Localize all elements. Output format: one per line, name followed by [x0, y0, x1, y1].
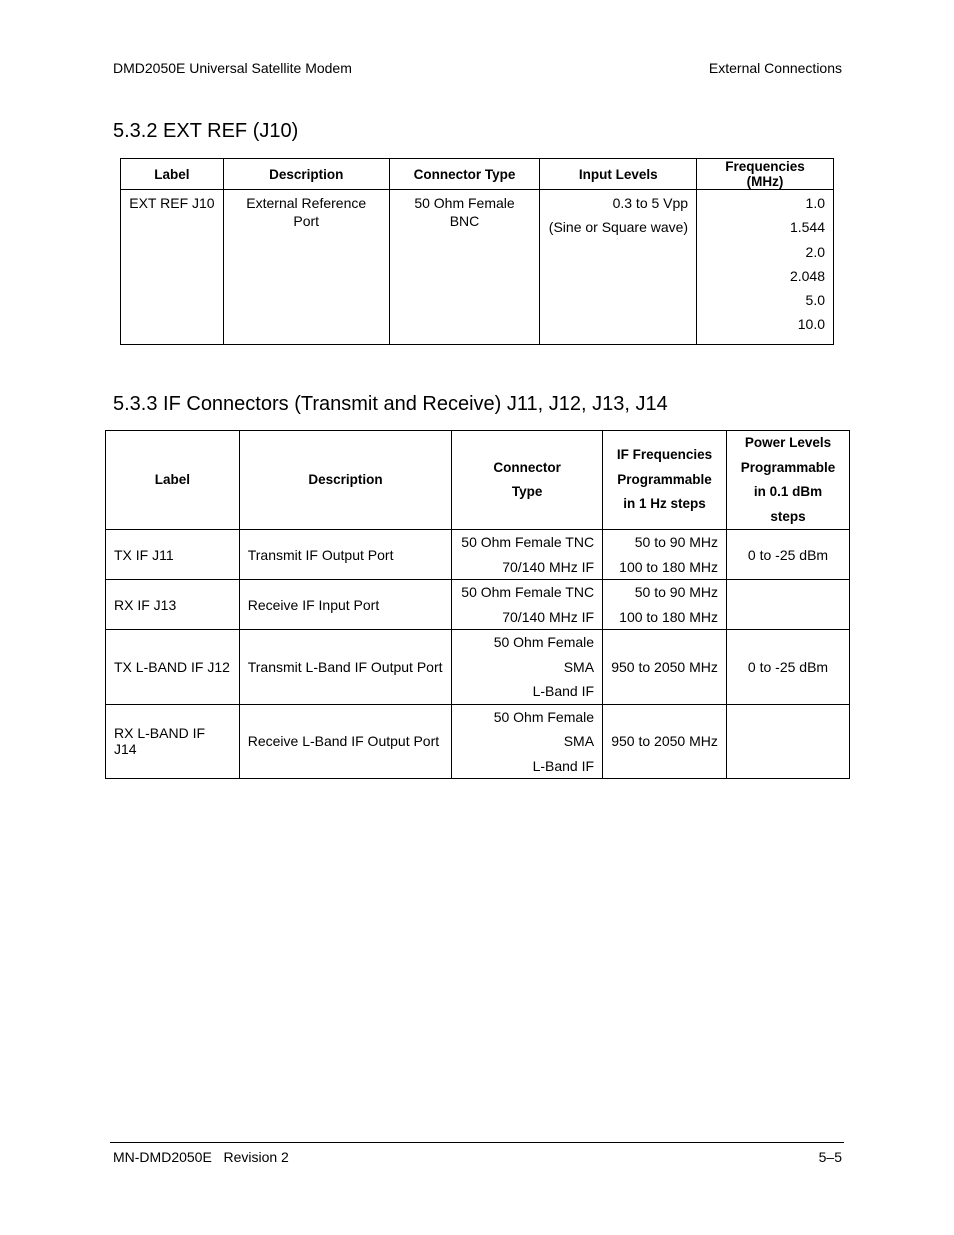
section-heading-ext-ref: 5.3.2 EXT REF (J10)	[113, 120, 299, 142]
column-header: Description	[223, 159, 389, 190]
cell-label: EXT REF J10	[121, 190, 224, 345]
table-row	[106, 704, 850, 779]
cell-input-levels: 0.3 to 5 Vpp (Sine or Square wave)	[540, 190, 697, 345]
cell-frequencies: 1.0 1.544 2.0 2.048 5.0 10.0	[697, 190, 834, 345]
cell-power-levels	[727, 580, 850, 630]
cell-label: TX IF J11	[106, 530, 240, 580]
footer-divider	[110, 1142, 844, 1143]
cell-if-frequencies: 950 to 2050 MHz	[603, 630, 727, 705]
section-heading-if-connectors: 5.3.3 IF Connectors (Transmit and Receive) J11, J12, J13, J14	[113, 393, 668, 415]
cell-connector: 50 Ohm Female BNC	[389, 190, 540, 345]
running-header-section: External Connections	[708, 60, 842, 76]
table-row	[121, 190, 834, 345]
cell-if-frequencies: 50 to 90 MHz 100 to 180 MHz	[603, 580, 727, 630]
table-header-row	[121, 159, 834, 190]
column-header: Input Levels	[540, 159, 697, 190]
page-number: 5–5	[818, 1149, 842, 1165]
cell-description: Transmit L-Band IF Output Port	[239, 630, 452, 705]
cell-description: External Reference Port	[223, 190, 389, 345]
cell-connector: 50 Ohm Female SMA L-Band IF	[452, 704, 603, 779]
cell-connector: 50 Ohm Female TNC 70/140 MHz IF	[452, 580, 603, 630]
column-header: IF Frequencies Programmable in 1 Hz steps	[603, 431, 727, 530]
cell-description: Receive L-Band IF Output Port	[239, 704, 452, 779]
table-header-row	[106, 431, 850, 530]
column-header: Label	[121, 159, 224, 190]
cell-description: Transmit IF Output Port	[239, 530, 452, 580]
cell-if-frequencies: 50 to 90 MHz 100 to 180 MHz	[603, 530, 727, 580]
cell-label: RX IF J13	[106, 580, 240, 630]
column-header: Power Levels Programmable in 0.1 dBm steps	[727, 431, 850, 530]
column-header: Connector Type	[389, 159, 540, 190]
cell-power-levels: 0 to -25 dBm	[727, 530, 850, 580]
column-header: Connector Type	[452, 431, 603, 530]
cell-power-levels: 0 to -25 dBm	[727, 630, 850, 705]
cell-label: RX L-BAND IF J14	[106, 704, 240, 779]
table-row	[106, 630, 850, 705]
column-header: Frequencies (MHz)	[697, 159, 834, 190]
cell-label: TX L-BAND IF J12	[106, 630, 240, 705]
ext-ref-table	[120, 158, 834, 345]
table-row	[106, 530, 850, 580]
column-header: Label	[106, 431, 240, 530]
cell-description: Receive IF Input Port	[239, 580, 452, 630]
cell-if-frequencies: 950 to 2050 MHz	[603, 704, 727, 779]
cell-connector: 50 Ohm Female TNC 70/140 MHz IF	[452, 530, 603, 580]
footer-document-id: MN-DMD2050E Revision 2	[113, 1149, 289, 1165]
if-connectors-table	[105, 430, 850, 779]
column-header: Description	[239, 431, 452, 530]
table-row	[106, 580, 850, 630]
running-header-title: DMD2050E Universal Satellite Modem	[113, 60, 352, 76]
cell-power-levels	[727, 704, 850, 779]
cell-connector: 50 Ohm Female SMA L-Band IF	[452, 630, 603, 705]
